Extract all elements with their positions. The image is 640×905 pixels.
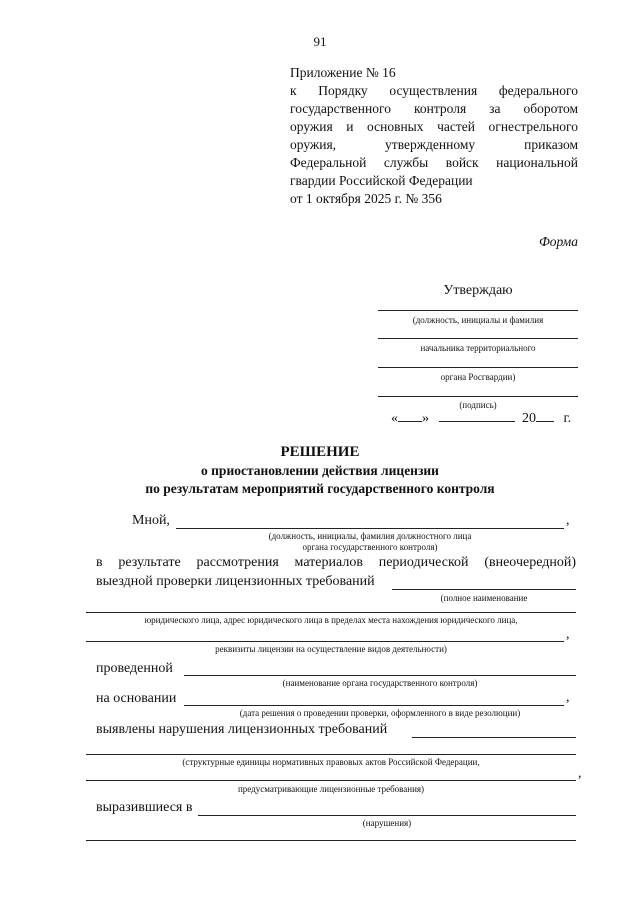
approval-date bbox=[391, 411, 571, 427]
decision-title: РЕШЕНИЕ bbox=[280, 444, 360, 460]
appendix-block bbox=[290, 64, 578, 208]
form-label: Форма bbox=[538, 234, 578, 249]
appendix-line-8: от 1 октября 2025 г. № 356 bbox=[290, 191, 442, 206]
violations-field[interactable] bbox=[412, 737, 576, 738]
expressed-label: выразившиеся в bbox=[96, 800, 193, 815]
basis-field[interactable] bbox=[184, 705, 564, 706]
expressed-field[interactable] bbox=[198, 815, 576, 816]
approval-title: Утверждаю bbox=[443, 283, 513, 298]
caption-violation: (нарушения) bbox=[362, 818, 412, 828]
page-number: 91 bbox=[313, 34, 327, 49]
approval-caption-2: начальника территориального bbox=[420, 343, 536, 353]
inspection-line: выездной проверки лицензионных требований bbox=[96, 574, 375, 589]
date-year-field[interactable] bbox=[536, 421, 554, 422]
appendix-line-1: Приложение № 16 bbox=[290, 65, 396, 80]
comma-1: , bbox=[566, 513, 570, 528]
comma-4: , bbox=[578, 766, 582, 781]
date-quote-open: « bbox=[391, 411, 398, 426]
caption-fullname: (полное наименование bbox=[440, 593, 528, 603]
conducted-label: проведенной bbox=[96, 661, 173, 676]
official-field[interactable] bbox=[176, 528, 564, 529]
violation-detail-field[interactable] bbox=[86, 840, 576, 841]
caption-units: (структурные единицы нормативных правовых актов Российской Федерации, bbox=[182, 757, 480, 767]
date-year-suffix: г. bbox=[563, 411, 572, 426]
signature-caption: (подпись) bbox=[459, 400, 497, 410]
caption-provides: предусматривающие лицензионные требования) bbox=[237, 784, 425, 794]
approval-line-3[interactable] bbox=[378, 367, 578, 368]
date-quote-close: » bbox=[422, 411, 429, 426]
date-year-prefix: 20 bbox=[522, 411, 536, 426]
date-month-field[interactable] bbox=[439, 421, 515, 422]
requirements-field[interactable] bbox=[86, 780, 576, 781]
appendix-line-3: государственного контроля за оборотом bbox=[290, 101, 578, 116]
decision-subtitle-2: по результатам мероприятий государственного контроля bbox=[145, 481, 495, 496]
caption-date: (дата решения о проведении проверки, оформленного в виде резолюции) bbox=[239, 708, 521, 718]
approval-caption-3: органа Росгвардии) bbox=[440, 372, 516, 382]
approval-line-2[interactable] bbox=[378, 338, 578, 339]
appendix-line-6: Федеральной службы войск национальной bbox=[290, 155, 578, 170]
license-field[interactable] bbox=[86, 641, 564, 642]
basis-label: на основании bbox=[96, 691, 177, 706]
appendix-line-5: оружия, утвержденному приказом bbox=[290, 137, 578, 152]
decision-subtitle-1: о приостановлении действия лицензии bbox=[201, 463, 439, 478]
signature-line[interactable] bbox=[378, 396, 578, 397]
approval-caption-1: (должность, инициалы и фамилия bbox=[412, 315, 544, 325]
appendix-line-4: оружия и основных частей огнестрельного bbox=[290, 119, 578, 134]
comma-2: , bbox=[566, 627, 570, 642]
caption-legal-entity: юридического лица, адрес юридического лица в пределах места нахождения юридического лица, bbox=[144, 615, 518, 625]
caption-license: реквизиты лицензии на осуществление видов деятельности) bbox=[215, 644, 447, 654]
comma-3: , bbox=[566, 690, 570, 705]
result-line: в результате рассмотрения материалов периодической (внеочередной) bbox=[96, 555, 576, 570]
caption-official-1: (должность, инициалы, фамилия должностного лица bbox=[268, 531, 472, 541]
legal-acts-field[interactable] bbox=[86, 754, 576, 755]
appendix-line-2: к Порядку осуществления федерального bbox=[290, 83, 578, 98]
legal-entity-field[interactable] bbox=[86, 612, 576, 613]
caption-organ: (наименование органа государственного контроля) bbox=[282, 678, 478, 688]
organ-field[interactable] bbox=[184, 675, 576, 676]
date-day-field[interactable] bbox=[398, 421, 422, 422]
violations-label: выявлены нарушения лицензионных требований bbox=[96, 722, 388, 737]
appendix-line-7: гвардии Российской Федерации bbox=[290, 173, 473, 188]
inspection-field[interactable] bbox=[392, 589, 576, 590]
by-me-label: Мной, bbox=[132, 513, 170, 528]
caption-official-2: органа государственного контроля) bbox=[302, 542, 438, 552]
approval-line-1[interactable] bbox=[378, 310, 578, 311]
